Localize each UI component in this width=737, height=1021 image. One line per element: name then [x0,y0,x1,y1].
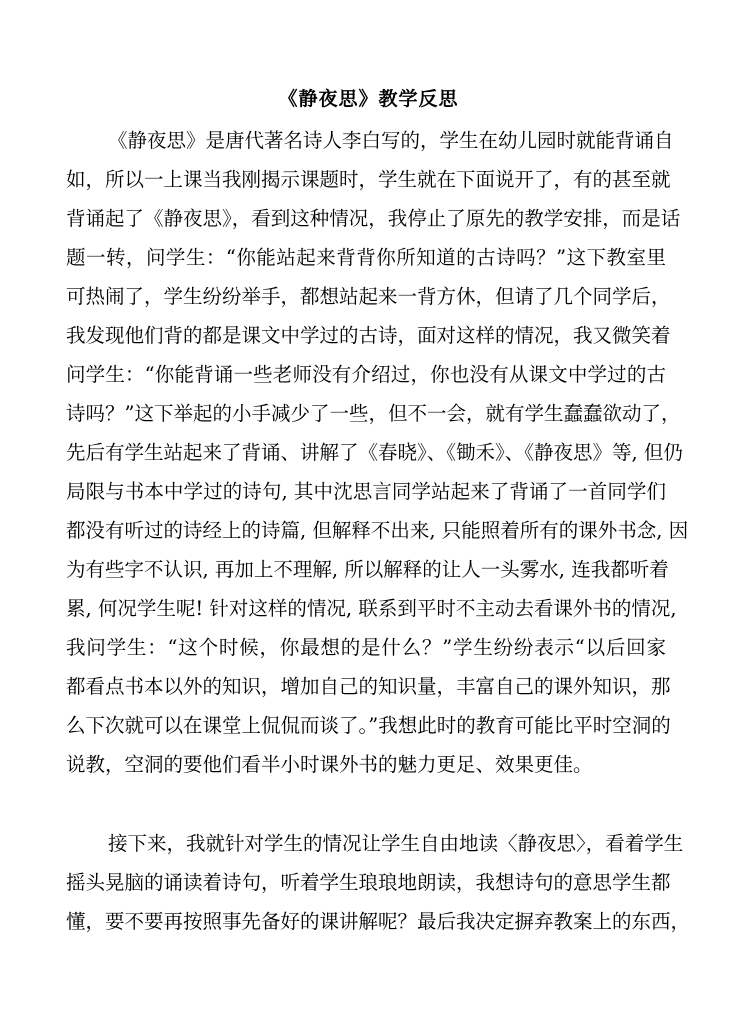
paragraph-1-line: 为有些字不认识, 再加上不理解, 所以解释的让人一头雾水, 连我都听着 [66,558,669,581]
paragraph-1-line: 背诵起了《静夜思》，看到这种情况，我停止了原先的教学安排，而是话 [66,207,681,230]
paragraph-1-line: 我问学生：“这个时候，你最想的是什么？”学生纷纷表示“以后回家 [66,636,666,659]
paragraph-2-line: 懂，要不要再按照事先备好的课讲解呢？最后我决定摒弃教案上的东西， [66,910,691,933]
paragraph-1-line: 么下次就可以在课堂上侃侃而谈了。”我想此时的教育可能比平时空洞的 [66,714,671,737]
paragraph-1-line: 《静夜思》是唐代著名诗人李白写的，学生在幼儿园时就能背诵自 [108,129,674,152]
paragraph-2-line: 接下来，我就针对学生的情况让学生自由地读〈静夜思〉，看着学生 [108,832,684,855]
paragraph-1-line: 累, 何况学生呢! 针对这样的情况, 联系到平时不主动去看课外书的情况, [66,597,677,620]
document-title: 《静夜思》教学反思 [278,88,459,110]
paragraph-1-line: 问学生：“你能背诵一些老师没有介绍过，你也没有从课文中学过的古 [66,363,666,386]
paragraph-1-line: 局限与书本中学过的诗句, 其中沈思言同学站起来了背诵了一首同学们 [66,480,666,503]
paragraph-2-line: 摇头晃脑的诵读着诗句，听着学生琅琅地朗读，我想诗句的意思学生都 [66,871,671,894]
paragraph-1-line: 先后有学生站起来了背诵、讲解了《春晓》、《锄禾》、《静夜思》等, 但仍 [66,441,683,464]
paragraph-1-line: 都看点书本以外的知识，增加自己的知识量，丰富自己的课外知识，那 [66,675,671,698]
paragraph-1-line: 如，所以一上课当我刚揭示课题时，学生就在下面说开了，有的甚至就 [66,168,671,191]
paragraph-1-line: 题一转，问学生：“你能站起来背背你所知道的古诗吗？”这下教室里 [66,246,666,269]
paragraph-1-line: 我发现他们背的都是课文中学过的古诗，面对这样的情况，我又微笑着 [66,324,671,347]
paragraph-1-line: 说教，空洞的要他们看半小时课外书的魅力更足、效果更佳。 [66,753,593,776]
paragraph-1-line: 可热闹了，学生纷纷举手，都想站起来一背方休，但请了几个同学后， [66,285,671,308]
paragraph-1-line: 诗吗？”这下举起的小手减少了一些，但不一会，就有学生蠢蠢欲动了， [66,402,681,425]
paragraph-1-line: 都没有听过的诗经上的诗篇, 但解释不出来, 只能照着所有的课外书念, 因 [66,519,689,542]
